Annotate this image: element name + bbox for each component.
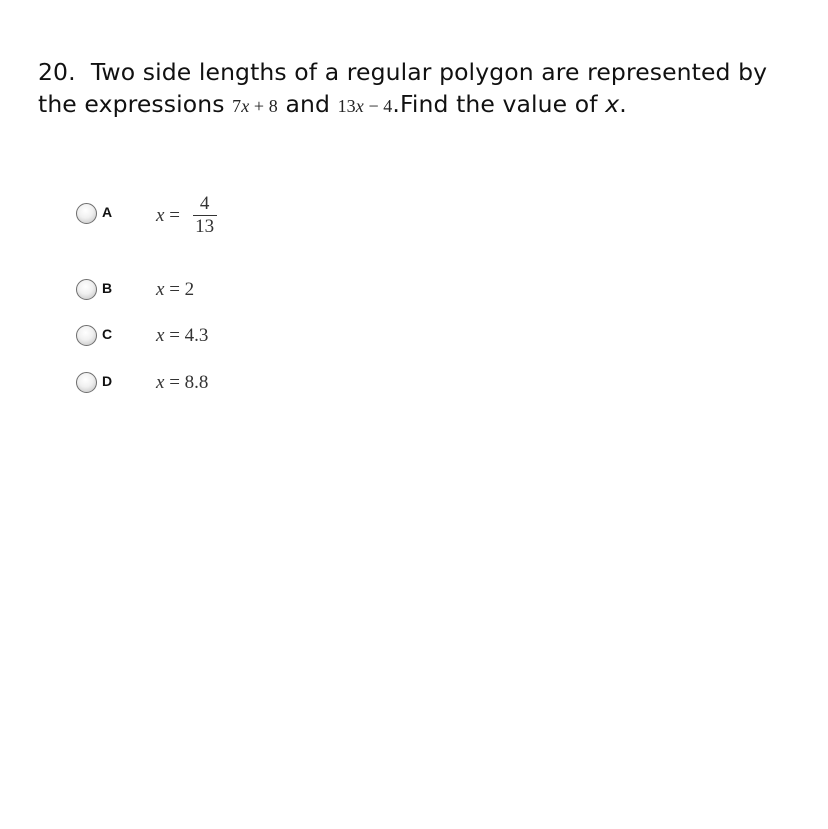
choice-letter-a: A (102, 204, 113, 220)
question-end: . (619, 90, 627, 118)
radio-button-d[interactable] (76, 372, 97, 393)
choice-answer-c: x = 4.3 (156, 325, 209, 346)
choice-letter-b: B (102, 280, 113, 296)
fraction-numerator: 4 (199, 193, 210, 214)
radio-button-c[interactable] (76, 325, 97, 346)
question-stem-part1: Two side lengths of a regular polygon are represented by the expressions (38, 58, 768, 118)
choice-a[interactable] (76, 193, 376, 237)
choice-answer-b: x = 2 (156, 279, 195, 300)
expression-1: 7x + 8 (232, 96, 278, 116)
choice-letter-d: D (102, 373, 113, 389)
choice-letter-c: C (102, 326, 113, 342)
question-stem-part2: and (285, 90, 330, 118)
fraction-denominator: 13 (195, 216, 215, 237)
radio-button-b[interactable] (76, 279, 97, 300)
fraction (193, 194, 217, 237)
choice-d[interactable] (76, 372, 376, 402)
choice-b[interactable] (76, 279, 376, 309)
question-number: 20. (38, 58, 76, 86)
question-variable: x (605, 90, 620, 118)
choice-answer-d: x = 8.8 (156, 372, 209, 393)
expression-2: 13x − 4 (337, 96, 393, 116)
choice-c[interactable] (76, 325, 376, 355)
choice-answer-a: x = $\frac{4}{13}$ (156, 194, 217, 237)
question-text (38, 56, 798, 122)
question-stem-part3: .Find the value of (392, 90, 598, 118)
radio-button-a[interactable] (76, 203, 97, 224)
